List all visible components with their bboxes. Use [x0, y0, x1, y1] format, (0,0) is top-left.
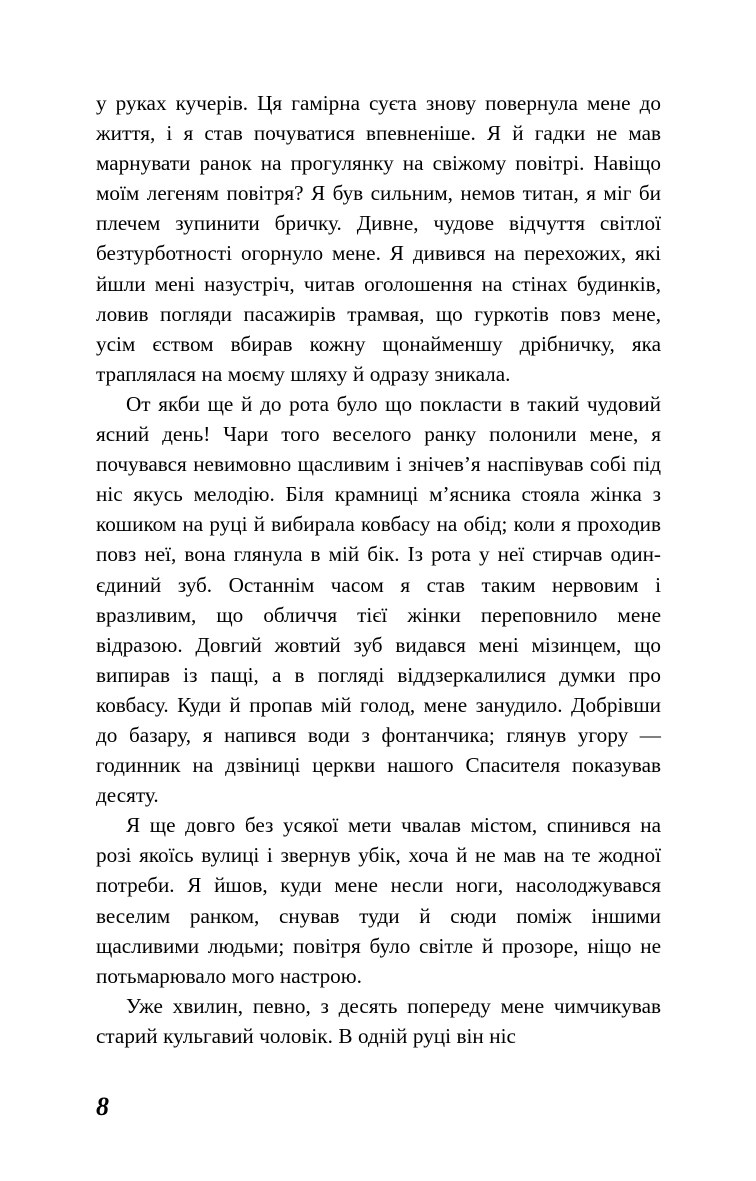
body-paragraph-1: у руках кучерів. Ця гамірна суєта знову повернула мене до життя, і я став почуватися впевненіше. Я й гадки не мав марнувати ранок на прогулянку на свіжому повітрі. Навіщо моїм легеням повітря? Я був сильним, немов титан, я міг би плечем зупинити бричку. Дивне, чудове відчуття світлої безтурботності огорнуло мене. Я дивився на перехожих, які йшли мені назустріч, читав оголошення на стінах будинків, ловив погляди пасажирів трамвая, що гуркотів повз мене, усім єством вбирав кожну щонайменшу дрібничку, яка траплялася на моєму шляху й одразу зникала.: [96, 91, 661, 386]
page-text-block: [96, 88, 661, 1051]
body-paragraph-2: От якби ще й до рота було що покласти в такий чудовий ясний день! Чари того веселого ранку полонили мене, я почувався невимовно щасливим і знічев’я наспівував собі під ніс якусь мелодію. Біля крамниці м’ясника стояла жінка з кошиком на руці й вибирала ковбасу на обід; коли я проходив повз неї, вона глянула в мій бік. Із рота у неї стирчав один-єдиний зуб. Останнім часом я став таким нервовим і вразливим, що обличчя тієї жінки переповнило мене відразою. Довгий жовтий зуб видався мені мізинцем, що випирав із пащі, а в погляді віддзеркалилися думки про ковбасу. Куди й пропав мій голод, мене занудило. Добрівши до базару, я напився води з фонтанчика; глянув угору — годинник на дзвіниці церкви нашого Спасителя показував десяту.: [96, 391, 661, 808]
body-paragraph-4: Уже хвилин, певно, з десять попереду мене чимчикував старий кульгавий чоловік. В одній руці він ніс: [96, 993, 661, 1048]
body-paragraph-3: Я ще довго без усякої мети чвалав містом, спинився на розі якоїсь вулиці і звернув убік, хоча й не мав на те жодної потреби. Я йшов, куди мене несли ноги, насолоджувався веселим ранком, снував туди й сюди поміж іншими щасливими людьми; повітря було світле й прозоре, ніщо не потьмарювало мого настрою.: [96, 813, 661, 988]
page-number: 8: [96, 1092, 109, 1121]
